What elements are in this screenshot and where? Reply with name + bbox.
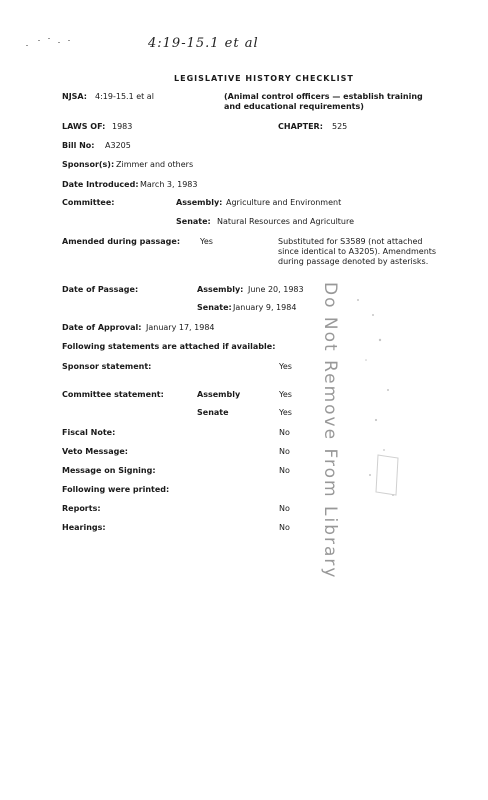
njsa-description: (Animal control officers — establish training and educational requirements) [224,92,423,111]
scan-speck [48,38,50,39]
handwritten-note: 4:19-15.1 et al [148,36,259,51]
chapter-label: CHAPTER: [278,122,323,131]
hearings-value: No [279,523,290,532]
passage-assembly-label: Assembly: [197,285,244,294]
date-of-passage-label: Date of Passage: [62,285,139,294]
sponsor-statement-value: Yes [279,362,292,371]
bill-no-label: Bill No: [62,141,95,150]
sponsors-label: Sponsor(s): [62,160,115,169]
committee-statement-label: Committee statement: [62,390,164,399]
laws-of-value: 1983 [112,122,133,131]
committee-assembly-value: Agriculture and Environment [226,198,342,207]
committee-label: Committee: [62,198,115,207]
reports-label: Reports: [62,504,101,513]
bill-no-value: A3205 [105,141,131,150]
committee-assembly-label: Assembly: [176,198,223,207]
page-title: LEGISLATIVE HISTORY CHECKLIST [174,74,354,83]
njsa-value: 4:19-15.1 et al [95,92,154,101]
hearings-label: Hearings: [62,523,106,532]
passage-assembly-value: June 20, 1983 [248,285,304,294]
laws-of-label: LAWS OF: [62,122,106,131]
committee-statement-senate-label: Senate [197,408,229,417]
sponsors-value: Zimmer and others [116,160,194,169]
committee-senate-value: Natural Resources and Agriculture [217,217,355,226]
message-on-signing-label: Message on Signing: [62,466,156,475]
veto-message-value: No [279,447,290,456]
veto-message-label: Veto Message: [62,447,128,456]
chapter-value: 525 [332,122,348,131]
library-stamp-text: Do Not Remove From Library [320,282,340,580]
reports-value: No [279,504,290,513]
amended-note: Substituted for S3589 (not attached since identical to A3205). Amendments during passage denoted by asterisks. [278,237,437,266]
date-introduced-label: Date Introduced: [62,180,139,189]
date-of-approval-label: Date of Approval: [62,323,142,332]
amended-value: Yes [200,237,213,246]
committee-statement-assembly-value: Yes [279,390,292,399]
njsa-label: NJSA: [62,92,87,101]
scan-speck [38,40,40,41]
printed-heading: Following were printed: [62,485,170,494]
scan-speck [26,45,28,46]
committee-statement-senate-value: Yes [279,408,292,417]
fiscal-note-label: Fiscal Note: [62,428,116,437]
date-introduced-value: March 3, 1983 [140,180,198,189]
passage-senate-label: Senate: [197,303,232,312]
amended-label: Amended during passage: [62,237,181,246]
date-of-approval-value: January 17, 1984 [146,323,215,332]
committee-statement-assembly-label: Assembly [197,390,241,399]
scan-speck [68,40,70,41]
passage-senate-value: January 9, 1984 [233,303,297,312]
scan-speck [58,42,60,43]
attached-heading: Following statements are attached if available: [62,342,276,351]
fiscal-note-value: No [279,428,290,437]
sponsor-statement-label: Sponsor statement: [62,362,152,371]
committee-senate-label: Senate: [176,217,211,226]
message-on-signing-value: No [279,466,290,475]
